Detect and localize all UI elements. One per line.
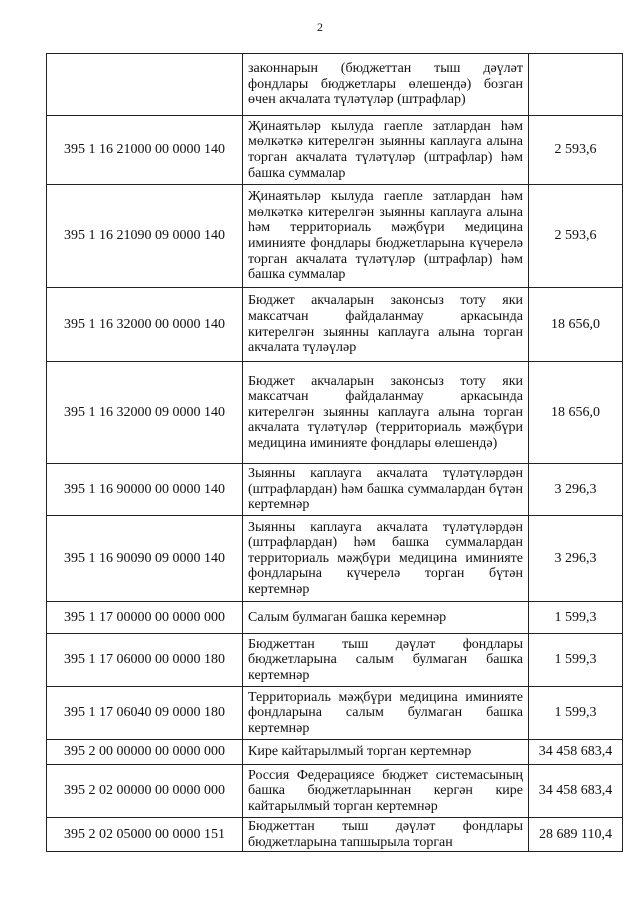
row-amount bbox=[529, 54, 623, 116]
table-row bbox=[47, 116, 623, 185]
row-description: Җинаятьләр кылуда гаепле затлардан һәм мөлкәткә китерелгән зыянны каплауга алына һәм территориаль мәҗбүри медицина иминияте фондлары бюджетларына күчерелә торган акчалата түләтүләр (штрафлар) һәм башка суммалар bbox=[243, 185, 529, 288]
page-number: 2 bbox=[317, 20, 323, 34]
row-description: Зыянны каплауга акчалата түләтүләрдән (штрафлардан) һәм башка суммалардан территориаль мәҗбүри медицина иминияте фондларына күчерелә торган бүтән кертемнәр bbox=[243, 516, 529, 602]
row-description: Бюджеттан тыш дәүләт фондлары бюджетларына тапшырыла торган bbox=[243, 818, 529, 852]
row-description: Бюджеттан тыш дәүләт фондлары бюджетларына салым булмаган башка кертемнәр bbox=[243, 634, 529, 687]
row-amount: 28 689 110,4 bbox=[529, 818, 623, 852]
budget-table bbox=[46, 53, 623, 852]
table-row bbox=[47, 185, 623, 288]
row-amount: 34 458 683,4 bbox=[529, 765, 623, 818]
row-description: Россия Федерациясе бюджет системасының башка бюджетларыннан кергән кире кайтарылмый торган кертемнәр bbox=[243, 765, 529, 818]
row-code: 395 2 00 00000 00 0000 000 bbox=[47, 740, 243, 765]
row-code: 395 1 17 06000 00 0000 180 bbox=[47, 634, 243, 687]
table-row bbox=[47, 516, 623, 602]
row-description: законнарын (бюджеттан тыш дәүләт фондлары бюджетлары өлешендә) бозган өчен акчалата түләтүләр (штрафлар) bbox=[243, 54, 529, 116]
row-amount: 3 296,3 bbox=[529, 516, 623, 602]
table-row bbox=[47, 362, 623, 464]
table-row bbox=[47, 818, 623, 852]
row-amount: 3 296,3 bbox=[529, 464, 623, 516]
table-row bbox=[47, 54, 623, 116]
table-row bbox=[47, 602, 623, 634]
row-code: 395 2 02 00000 00 0000 000 bbox=[47, 765, 243, 818]
row-code: 395 1 16 32000 00 0000 140 bbox=[47, 288, 243, 362]
table-row bbox=[47, 740, 623, 765]
row-code: 395 1 16 21000 00 0000 140 bbox=[47, 116, 243, 185]
row-description: Бюджет акчаларын законсыз тоту яки максатчан файдаланмау аркасында китерелгән зыянны каплауга алына торган акчалата түләүләр bbox=[243, 288, 529, 362]
row-description: Зыянны каплауга акчалата түләтүләрдән (штрафлардан) һәм башка суммалардан бүтән кертемнәр bbox=[243, 464, 529, 516]
row-amount: 1 599,3 bbox=[529, 687, 623, 740]
row-amount: 34 458 683,4 bbox=[529, 740, 623, 765]
row-description: Кире кайтарылмый торган кертемнәр bbox=[243, 740, 529, 765]
table-row bbox=[47, 288, 623, 362]
row-code: 395 1 16 90000 00 0000 140 bbox=[47, 464, 243, 516]
row-amount: 1 599,3 bbox=[529, 602, 623, 634]
row-code: 395 1 16 90090 09 0000 140 bbox=[47, 516, 243, 602]
row-code: 395 1 16 32000 09 0000 140 bbox=[47, 362, 243, 464]
row-description: Территориаль мәҗбүри медицина иминияте фондларына салым булмаган башка кертемнәр bbox=[243, 687, 529, 740]
row-amount: 18 656,0 bbox=[529, 362, 623, 464]
row-code: 395 1 17 06040 09 0000 180 bbox=[47, 687, 243, 740]
row-amount: 1 599,3 bbox=[529, 634, 623, 687]
table-row bbox=[47, 634, 623, 687]
row-description: Җинаятьләр кылуда гаепле затлардан һәм мөлкәткә китерелгән зыянны каплауга алына торган акчалата түләтүләр (штрафлар) һәм башка суммалар bbox=[243, 116, 529, 185]
row-code: 395 1 17 00000 00 0000 000 bbox=[47, 602, 243, 634]
row-code bbox=[47, 54, 243, 116]
row-description: Бюджет акчаларын законсыз тоту яки максатчан файдаланмау аркасында китерелгән зыянны каплауга алына торган акчалата түләтүләр (территориаль мәҗбүри медицина иминияте фондлары өлешендә) bbox=[243, 362, 529, 464]
row-amount: 2 593,6 bbox=[529, 185, 623, 288]
row-code: 395 1 16 21090 09 0000 140 bbox=[47, 185, 243, 288]
table-row bbox=[47, 687, 623, 740]
table-row bbox=[47, 765, 623, 818]
row-description: Салым булмаган башка керемнәр bbox=[243, 602, 529, 634]
row-code: 395 2 02 05000 00 0000 151 bbox=[47, 818, 243, 852]
table-row bbox=[47, 464, 623, 516]
row-amount: 2 593,6 bbox=[529, 116, 623, 185]
row-amount: 18 656,0 bbox=[529, 288, 623, 362]
